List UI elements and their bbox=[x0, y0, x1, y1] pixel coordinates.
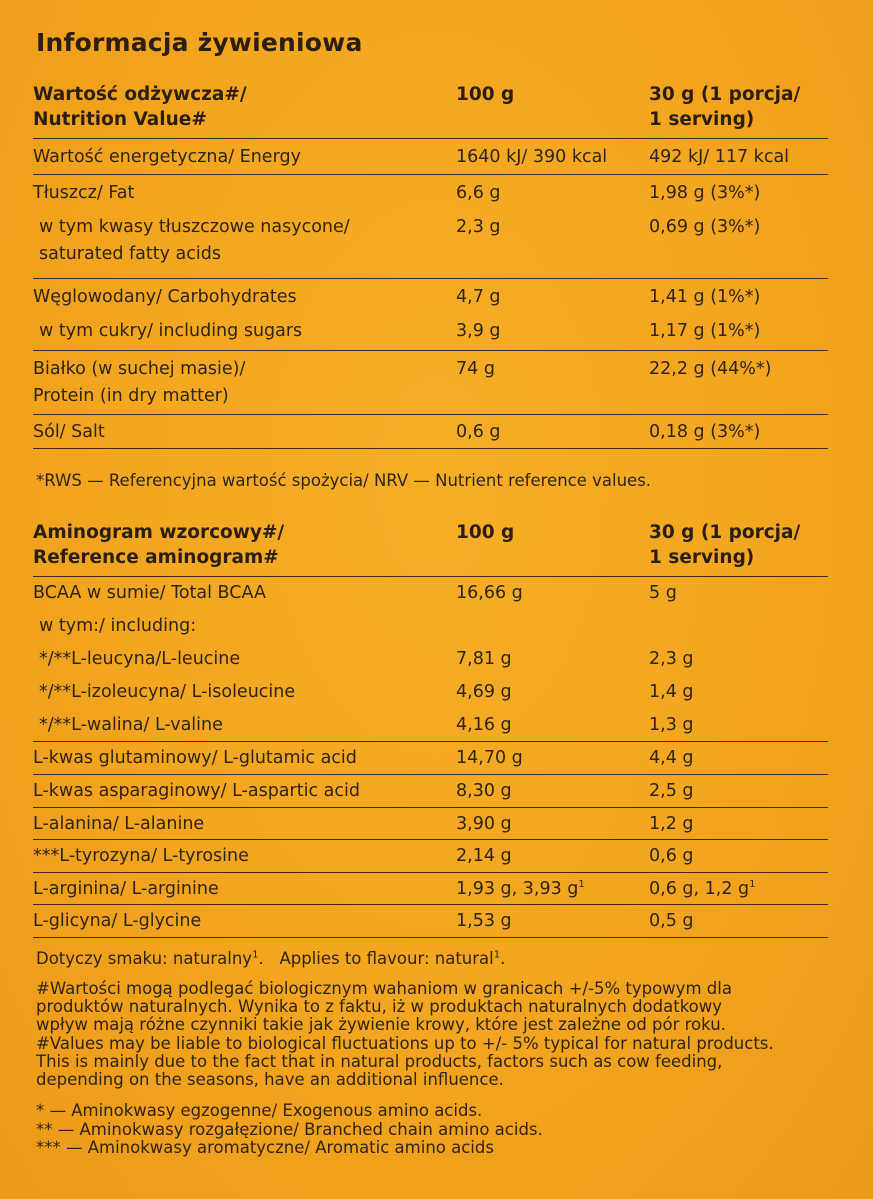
nutrition-header-label: Wartość odżywcza#/ Nutrition Value# bbox=[33, 84, 247, 130]
nutrient-name: w tym kwasy tłuszczowe nasycone/ saturated fatty acids bbox=[39, 217, 350, 264]
table-row bbox=[33, 278, 828, 314]
amino-serving bbox=[649, 610, 828, 643]
disclaimer: #Wartości mogą podlegać biologicznym wahaniom w granicach +/-5% typowym dla produktów naturalnych. Wynika to z faktu, iż w produktach naturalnych dodatkowy wpływ mają różne czynniki takie jak żywienie krowy, które jest zależne od pór roku. #Values may be liable to biological fluctuations up to +/- 5% typical for natural products. This is mainly due to the fact that in natural products, factors such as cow feeding, depending on the seasons, have an additional influence. bbox=[36, 979, 774, 1090]
table-row bbox=[33, 741, 828, 774]
amino-per100: 1,53 g bbox=[456, 904, 649, 937]
nutrient-serving: 1,98 g (3%*) bbox=[649, 174, 828, 210]
table-row bbox=[33, 350, 828, 414]
table-row bbox=[33, 643, 828, 676]
nutrient-per100: 4,7 g bbox=[456, 278, 649, 314]
amino-per100: 4,69 g bbox=[456, 682, 512, 702]
amino-name: BCAA w sumie/ Total BCAA bbox=[33, 576, 456, 610]
amino-legend: * — Aminokwasy egzogenne/ Exogenous amino acids. ** — Aminokwasy rozgałęzione/ Branched chain amino acids. *** — Aminokwasy aromatyczne/ Aromatic amino acids bbox=[36, 1101, 543, 1157]
page-title: Informacja żywieniowa bbox=[36, 28, 363, 57]
aminogram-header-100g: 100 g bbox=[456, 522, 515, 543]
amino-per100: 14,70 g bbox=[456, 741, 649, 774]
nutrient-serving: 1,17 g (1%*) bbox=[649, 321, 761, 341]
table-row bbox=[33, 872, 828, 904]
amino-name: L-glicyna/ L-glycine bbox=[33, 904, 456, 937]
amino-per100: 16,66 g bbox=[456, 576, 649, 610]
flavour-note: Dotyczy smaku: naturalny$^1$. Applies to flavour: natural$^1$. bbox=[36, 949, 506, 968]
aminogram-header-label: Aminogram wzorcowy#/ Reference aminogram# bbox=[33, 522, 285, 568]
table-row bbox=[33, 774, 828, 807]
aminogram-header-serving: 30 g (1 porcja/ 1 serving) bbox=[649, 522, 801, 568]
aminogram-header-row bbox=[33, 518, 828, 576]
amino-per100: 2,14 g bbox=[456, 839, 649, 872]
nutrient-per100: 3,9 g bbox=[456, 321, 501, 341]
table-row bbox=[33, 210, 828, 278]
footnote-marker: 1 bbox=[749, 878, 756, 890]
amino-serving: 1,2 g bbox=[649, 807, 828, 839]
amino-per100: 8,30 g bbox=[456, 774, 649, 807]
amino-name: */**L-leucyna/L-leucine bbox=[39, 649, 241, 669]
nutrient-name: Białko (w suchej masie)/ Protein (in dry matter) bbox=[33, 350, 456, 414]
table-row bbox=[33, 314, 828, 350]
amino-per100: 1,93 g, 3,93 $g^1$ bbox=[456, 872, 649, 904]
nutrient-name: Wartość energetyczna/ Energy bbox=[33, 138, 456, 174]
amino-serving: 1,4 g bbox=[649, 682, 694, 702]
nutrient-serving: 22,2 g (44%*) bbox=[649, 350, 828, 414]
table-row bbox=[33, 138, 828, 174]
amino-name: L-kwas glutaminowy/ L-glutamic acid bbox=[33, 741, 456, 774]
nutrient-serving: 0,18 g (3%*) bbox=[649, 414, 828, 448]
amino-serving: 0,6 g bbox=[649, 839, 828, 872]
footnote-marker: 1 bbox=[578, 878, 585, 890]
nutrition-header-serving: 30 g (1 porcja/ 1 serving) bbox=[649, 84, 801, 130]
amino-name: ***L-tyrozyna/ L-tyrosine bbox=[33, 839, 456, 872]
table-row bbox=[33, 839, 828, 872]
nutrition-header-100g: 100 g bbox=[456, 84, 515, 105]
nutrient-per100: 2,3 g bbox=[456, 217, 501, 237]
amino-name: L-arginina/ L-arginine bbox=[33, 872, 456, 904]
nutrition-header-row bbox=[33, 80, 828, 138]
amino-name: */**L-izoleucyna/ L-isoleucine bbox=[39, 682, 296, 702]
nrv-footnote: *RWS — Referencyjna wartość spożycia/ NRV — Nutrient reference values. bbox=[36, 471, 652, 490]
amino-serving: 0,5 g bbox=[649, 904, 828, 937]
amino-per100: 3,90 g bbox=[456, 807, 649, 839]
nutrient-per100: 6,6 g bbox=[456, 174, 649, 210]
amino-per100: 7,81 g bbox=[456, 649, 512, 669]
table-row bbox=[33, 576, 828, 610]
amino-name: w tym:/ including: bbox=[39, 616, 197, 636]
table-row bbox=[33, 676, 828, 709]
table-row bbox=[33, 610, 828, 643]
amino-serving: 2,3 g bbox=[649, 649, 694, 669]
nutrient-name: w tym cukry/ including sugars bbox=[39, 321, 303, 341]
nutrient-serving: 492 kJ/ 117 kcal bbox=[649, 138, 828, 174]
nutrient-serving: 0,69 g (3%*) bbox=[649, 217, 761, 237]
nutrient-name: Węglowodany/ Carbohydrates bbox=[33, 278, 456, 314]
nutrient-name: Tłuszcz/ Fat bbox=[33, 174, 456, 210]
amino-serving: 5 g bbox=[649, 576, 828, 610]
amino-name: L-kwas asparaginowy/ L-aspartic acid bbox=[33, 774, 456, 807]
nutrient-per100: 1640 kJ/ 390 kcal bbox=[456, 138, 649, 174]
amino-serving: 0,6 g, 1,2 $g^1$ bbox=[649, 872, 828, 904]
amino-serving: 1,3 g bbox=[649, 715, 694, 735]
amino-serving: 2,5 g bbox=[649, 774, 828, 807]
nutrient-serving: 1,41 g (1%*) bbox=[649, 278, 828, 314]
aminogram-table bbox=[33, 518, 828, 938]
table-row bbox=[33, 174, 828, 210]
nutrient-per100: 74 g bbox=[456, 350, 649, 414]
nutrient-per100: 0,6 g bbox=[456, 414, 649, 448]
nutrition-table bbox=[33, 80, 828, 449]
amino-name: */**L-walina/ L-valine bbox=[39, 715, 223, 735]
table-row bbox=[33, 709, 828, 741]
nutrient-name: Sól/ Salt bbox=[33, 414, 456, 448]
amino-per100 bbox=[456, 610, 649, 643]
table-row bbox=[33, 414, 828, 448]
amino-per100: 4,16 g bbox=[456, 715, 512, 735]
amino-name: L-alanina/ L-alanine bbox=[33, 807, 456, 839]
amino-serving: 4,4 g bbox=[649, 741, 828, 774]
table-row bbox=[33, 807, 828, 839]
table-row bbox=[33, 904, 828, 937]
